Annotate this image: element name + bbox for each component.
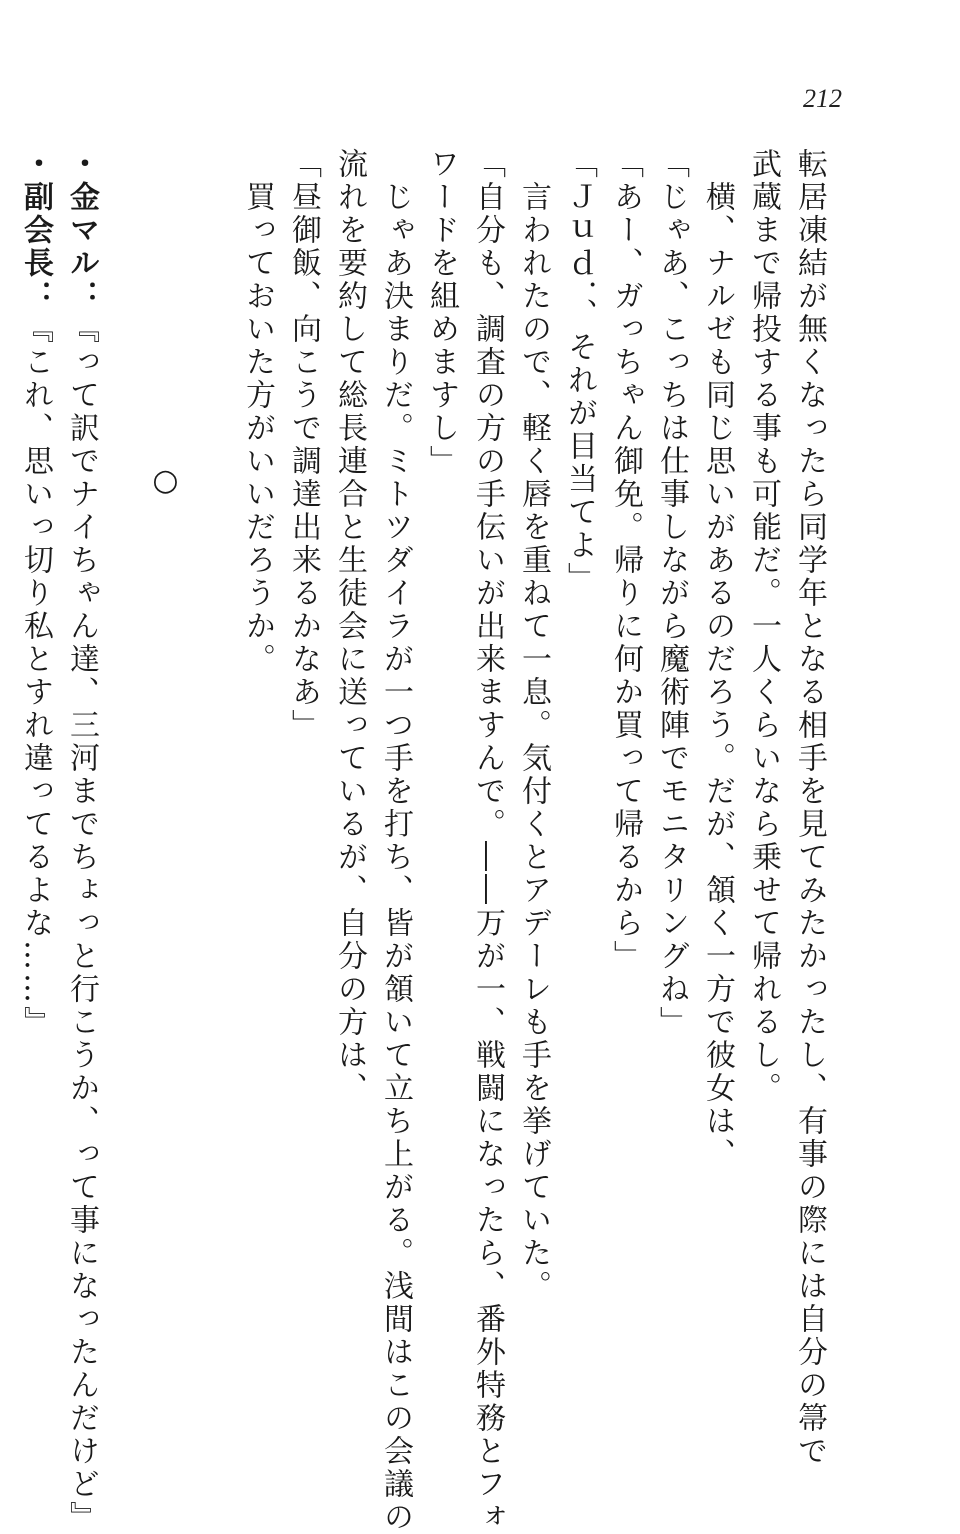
paragraph-line: ワードを組めますし」 [424,148,459,478]
chat-line [12,148,58,1268]
section-mark: ○ [148,463,183,502]
paragraph-line: 「昼御飯、向こうで調達出来るかなあ」 [286,148,321,742]
chat-message: 『って訳でナイちゃん達、三河までちょっと行こうか、って事になったんだけど』 [64,313,99,1534]
chat-speaker: ・副会長： [18,148,53,313]
chat-speaker: ・金マル： [64,148,99,313]
section-break [104,148,234,1268]
paragraph-line: 言われたので、軽く唇を重ねて一息。気付くとアデーレも手を挙げていた。 [516,148,551,1303]
chat-line [58,148,104,1534]
vertical-text-body [18,148,832,1534]
paragraph-line: 「Ｊｕｄ．、それが目当てよ」 [562,148,597,595]
paragraph-line: 「自分も、調査の方の手伝いが出来ますんで。――万が一、戦闘になったら、番外特務とフォ [470,148,505,1534]
paragraph-line: 「じゃあ、こっちは仕事しながら魔術陣でモニタリングね」 [654,148,689,1039]
chat-message: 『これ、思いっ切り私とすれ違ってるよな……』 [18,313,53,1039]
page-number: 212 [803,84,842,113]
paragraph-line: 「あー、ガっちゃん御免。帰りに何か買って帰るから」 [608,148,643,973]
paragraph-line: 流れを要約して総長連合と生徒会に送っているが、自分の方は、 [332,148,367,1105]
paragraph-line: 買っておいた方がいいだろうか。 [240,148,275,676]
paragraph-line: 武蔵まで帰投する事も可能だ。一人くらいなら乗せて帰れるし。 [746,148,781,1105]
paragraph-line: 横、ナルゼも同じ思いがあるのだろう。だが、頷く一方で彼女は、 [700,148,735,1171]
paragraph-line: じゃあ決まりだ。ミトツダイラが一つ手を打ち、皆が頷いて立ち上がる。浅間はこの会議の [378,148,413,1534]
paragraph-line: 転居凍結が無くなったら同学年となる相手を見てみたかったし、有事の際には自分の箒で [792,148,827,1468]
